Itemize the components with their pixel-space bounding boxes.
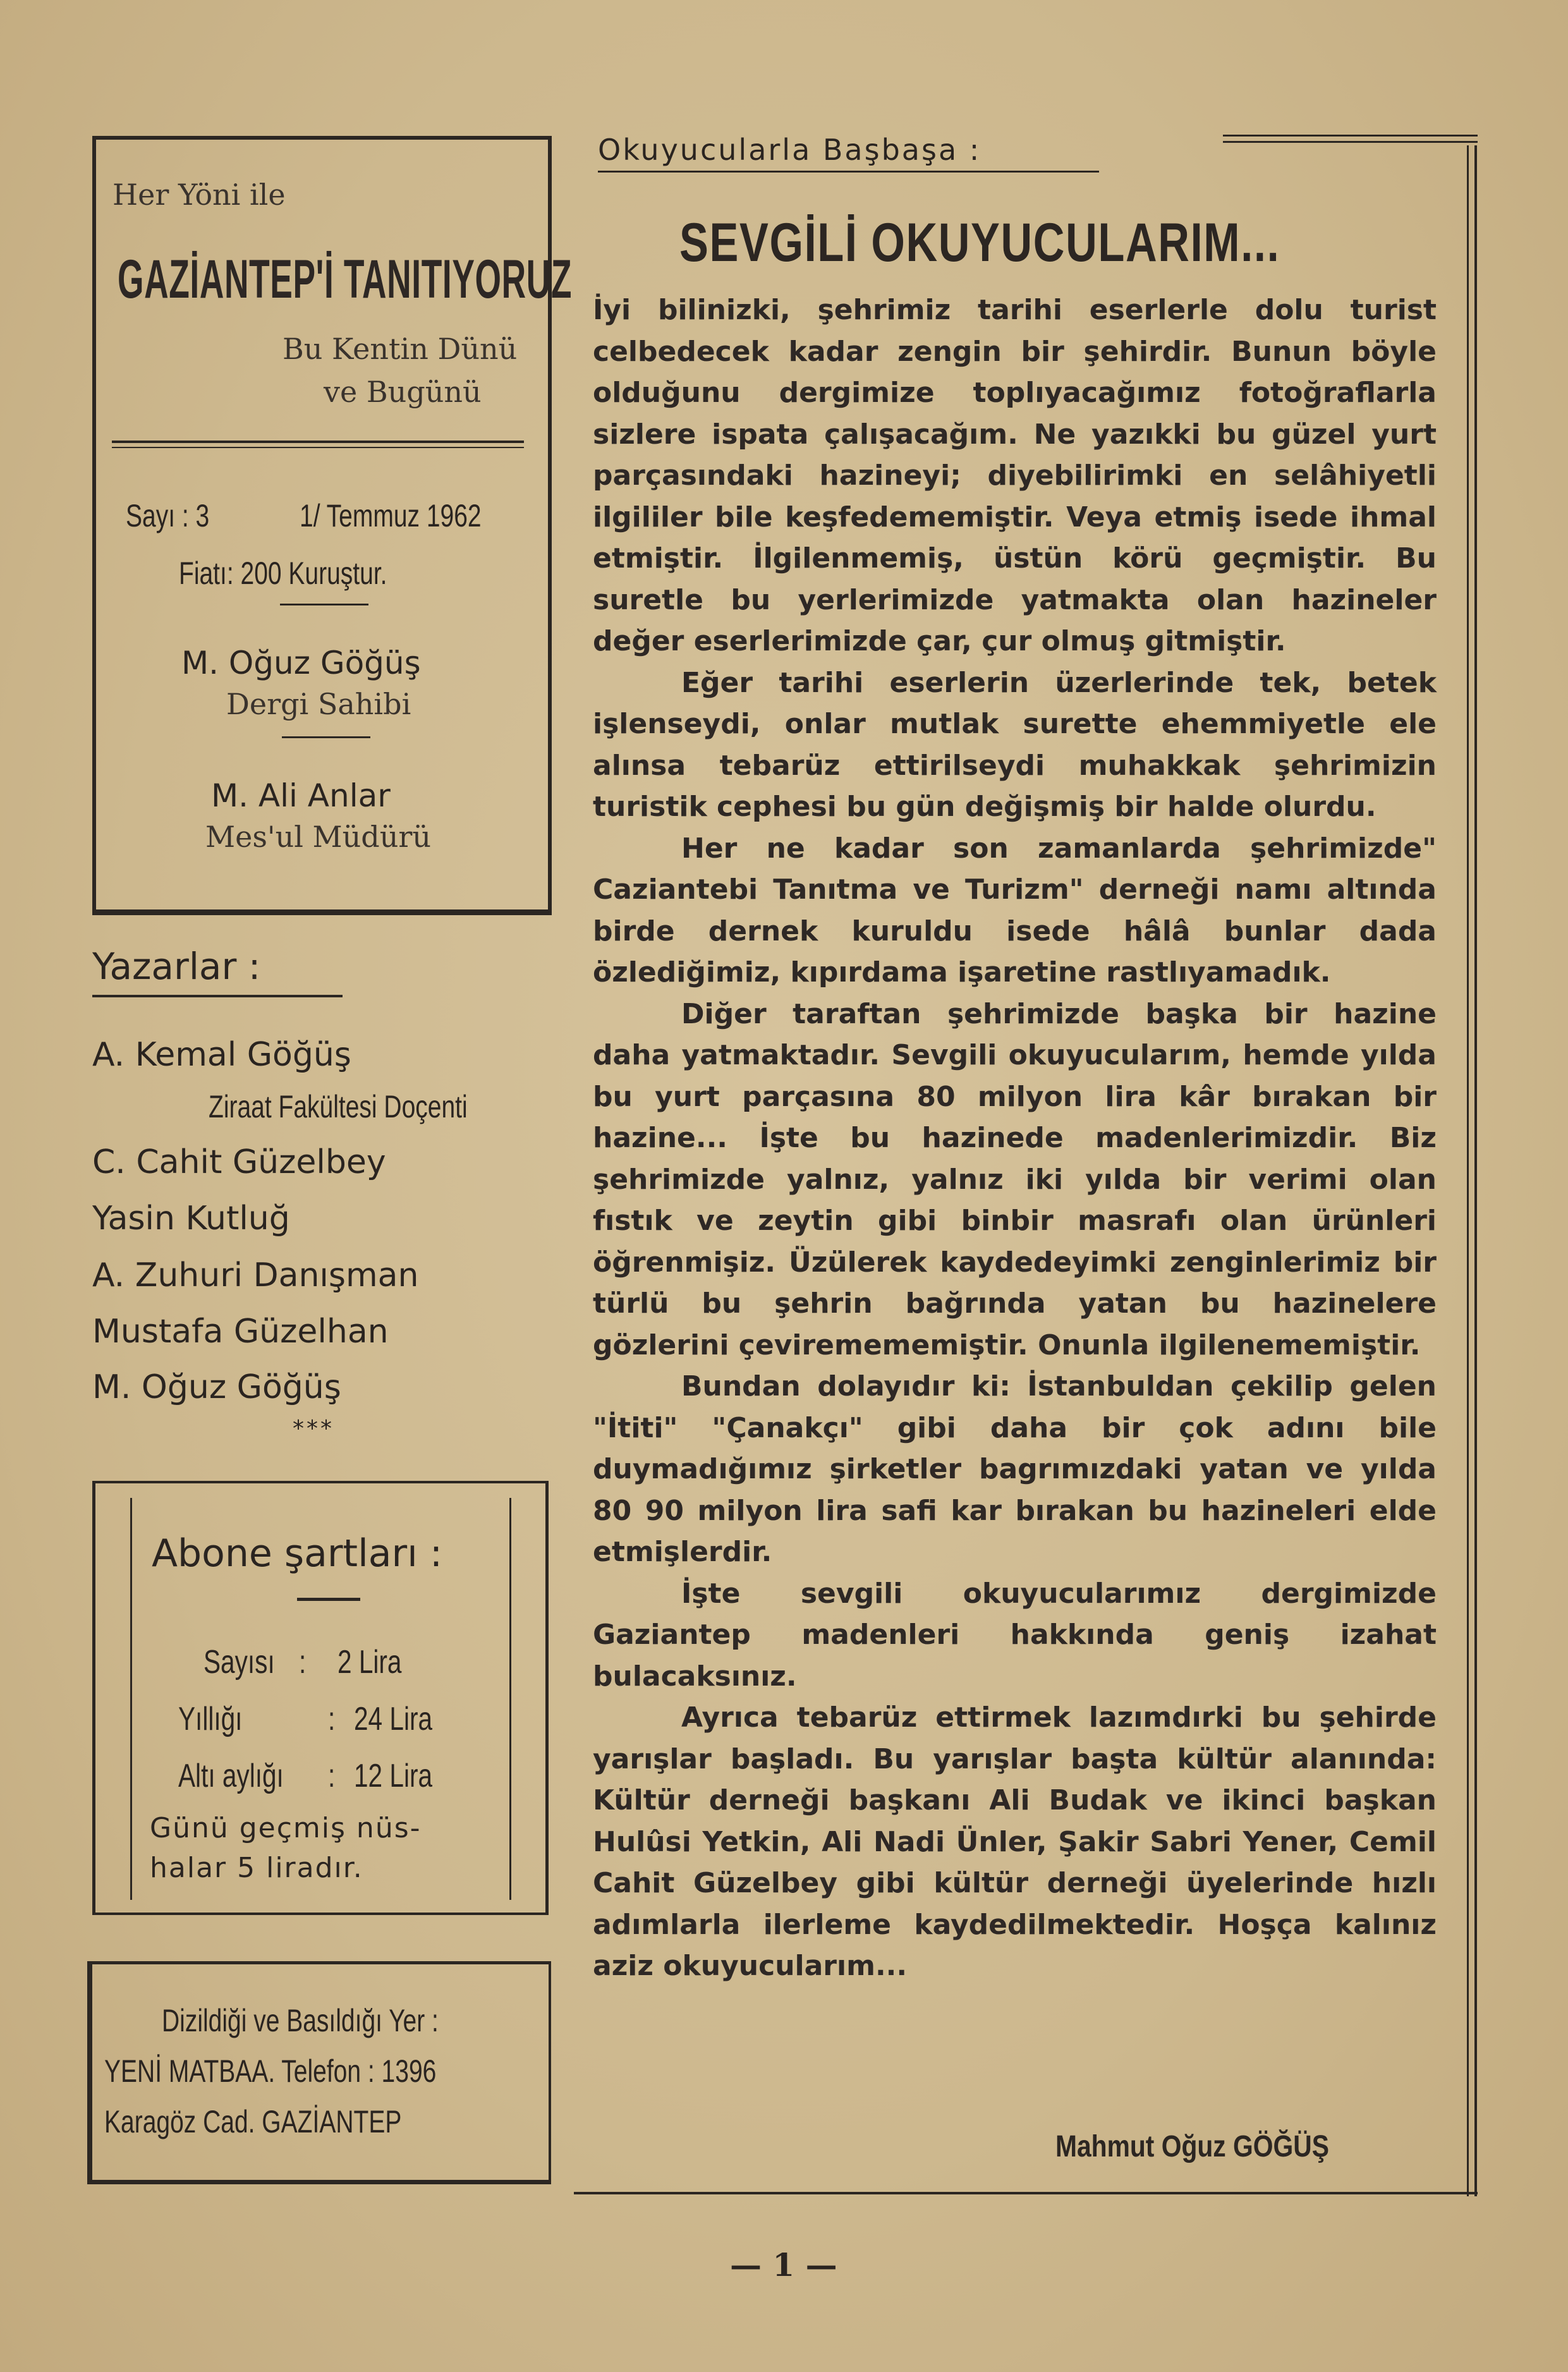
author-item: A. Zuhuri Danışman bbox=[92, 1256, 419, 1294]
subscription-inner-left-rule bbox=[130, 1498, 132, 1900]
article-paragraph: Ayrıca tebarüz ettirmek lazımdırki bu şehirde yarışlar başladı. Bu yarışlar başta kültür alanında: Kültür derneği başkanı Ali Budak ve ikinci başkan Hulûsi Yetkin, Ali Nadi Ünler, Şakir Sabri Yener, Cemil Cahit Güzelbey gibi kültür derneği üyelerinde hızlı adımlarla ilerleme kaydedilmektedir. Hoşça kalınız aziz okuyucularım... bbox=[593, 1701, 1437, 1982]
subscription-label: Yıllığı bbox=[178, 1701, 243, 1737]
subscription-heading: Abone şartları : bbox=[152, 1531, 443, 1576]
owner-role: Dergi Sahibi bbox=[226, 687, 411, 721]
director-name: M. Ali Anlar bbox=[211, 777, 391, 814]
frame-top-rule-2 bbox=[1223, 141, 1478, 143]
masthead-subtitle-2: ve Bugünü bbox=[324, 375, 482, 409]
subscription-right-rule bbox=[545, 1481, 549, 1915]
article-paragraph: Her ne kadar son zamanlarda şehrimizde" Caziantebi Tanıtma ve Turizm" derneği namı altında birde dernek kuruldu isede hâlâ bunlar dada özlediğimiz, kıpırdama işaretine rastlıyamadık. bbox=[593, 832, 1437, 988]
author-item: M. Oğuz Göğüş bbox=[92, 1368, 341, 1406]
frame-right-rule bbox=[1467, 145, 1469, 2196]
subscription-note-2: halar 5 liradır. bbox=[150, 1852, 363, 1884]
author-item: Mustafa Güzelhan bbox=[92, 1313, 389, 1351]
article-paragraph: İyi bilinizki, şehrimiz tarihi eserlerle dolu turist celbedecek kadar zengin bir şehirdir. Bunun böyle olduğunu dergimize toplıyacağımız fotoğraflarla sizlere ispata çalışacağım. Ne yazıkki bu güzel yurt parçasındaki hazineyi; diyebilirimki en selâhiyetli ilgililer bile keşfedememiştir. Veya etmiş isede ihmal etmiştir. İlgilenmemiş, üstün körü geçmiştir. Bu suretle bu yerlerimizde yatmakta olan hazineler değer eserlerimizde çar, çur olmuş gitmiştir. bbox=[593, 294, 1437, 657]
author-item: Yasin Kutluğ bbox=[92, 1200, 290, 1238]
subscription-note-1: Günü geçmiş nüs- bbox=[150, 1812, 422, 1844]
masthead-divider bbox=[112, 441, 524, 443]
subscription-sep: : bbox=[328, 1758, 336, 1794]
author-item: C. Cahit Güzelbey bbox=[92, 1143, 386, 1181]
frame-top-rule bbox=[1223, 135, 1478, 137]
owner-name: M. Oğuz Göğüş bbox=[181, 645, 421, 681]
subscription-bottom-rule bbox=[92, 1913, 549, 1915]
frame-right-rule-2 bbox=[1474, 145, 1477, 2196]
director-role: Mes'ul Müdürü bbox=[205, 820, 431, 854]
price-rule bbox=[280, 604, 368, 605]
article-signature: Mahmut Oğuz GÖĞÜŞ bbox=[1055, 2130, 1329, 2163]
subscription-inner-right-rule bbox=[509, 1498, 511, 1900]
authors-stars: *** bbox=[293, 1416, 334, 1442]
article-headline: SEVGİLİ OKUYUCULARIM... bbox=[679, 212, 1280, 273]
subscription-sep: : bbox=[328, 1701, 336, 1737]
section-label: Okuyucularla Başbaşa : bbox=[598, 133, 982, 167]
issue-date: 1/ Temmuz 1962 bbox=[300, 498, 482, 533]
masthead-subtitle-1: Bu Kentin Dünü bbox=[283, 332, 518, 366]
subscription-sep: : bbox=[299, 1644, 307, 1681]
subscription-value: 12 Lira bbox=[354, 1758, 433, 1794]
printer-line-1: Dizildiği ve Basıldığı Yer : bbox=[162, 2003, 439, 2038]
subscription-value: 24 Lira bbox=[354, 1701, 433, 1737]
frame-bottom-rule bbox=[574, 2192, 1478, 2194]
article-body bbox=[593, 289, 1437, 1987]
author-item: A. Kemal Göğüş bbox=[92, 1036, 351, 1074]
printer-line-3: Karagöz Cad. GAZİANTEP bbox=[104, 2104, 402, 2139]
printer-line-2: YENİ MATBAA. Telefon : 1396 bbox=[104, 2053, 437, 2089]
issue-price: Fiatı: 200 Kuruştur. bbox=[179, 556, 387, 591]
subscription-top-rule bbox=[92, 1481, 549, 1483]
author-affiliation: Ziraat Fakültesi Doçenti bbox=[209, 1089, 468, 1124]
article-paragraph: Eğer tarihi eserlerin üzerlerinde tek, betek işlenseydi, onlar mutlak surette ehemmiyetle ele alınsa tebarüz ettirilseydi muhakkak şehrimizin turistik cephesi bu gün değişmiş bir halde olurdu. bbox=[593, 666, 1437, 823]
owner-rule bbox=[282, 736, 370, 738]
article-paragraph: İşte sevgili okuyucularımız dergimizde Gaziantep madenleri hakkında geniş izahat bulacaksınız. bbox=[593, 1577, 1437, 1693]
masthead-intro: Her Yöni ile bbox=[112, 178, 286, 212]
subscription-label: Sayısı bbox=[204, 1644, 275, 1681]
section-label-underline bbox=[598, 171, 1099, 173]
masthead-divider-thin bbox=[112, 447, 524, 448]
masthead-title: GAZİANTEP'İ TANITIYORUZ bbox=[118, 249, 573, 310]
article-paragraph: Diğer taraftan şehrimizde başka bir hazine daha yatmaktadır. Sevgili okuyucularım, hemde yılda bu yurt parçasına 80 milyon lira kâr bırakan bir hazine... İşte bu hazinede madenlerimizdir. Biz şehrimizde yalnız, yalnız iki yılda bir verimi olan fıstık ve zeytin gibi binbir masrafı olan ürünleri öğrenmişiz. Üzülerek kaydedeyimki zenginlerimiz bir türlü bu şehrin bağrında yatan bu hazinelere gözlerini çeviremememiştir. Onunla ilgilenememiştir. bbox=[593, 997, 1437, 1361]
authors-heading-underline bbox=[92, 995, 343, 997]
authors-heading: Yazarlar : bbox=[92, 945, 261, 988]
subscription-left-rule bbox=[92, 1481, 95, 1915]
issue-number: Sayı : 3 bbox=[126, 498, 210, 533]
article-paragraph: Bundan dolayıdır ki: İstanbuldan çekilip gelen "İtiti" "Çanakçı" gibi daha bir çok adını bile duymadığımız şirketler bagrımızdaki yatan ve yılda 80 90 milyon lira safi kar bırakan bu hazineleri elde etmişlerdir. bbox=[593, 1370, 1437, 1568]
subscription-heading-rule bbox=[297, 1598, 360, 1601]
subscription-value: 2 Lira bbox=[337, 1644, 402, 1681]
subscription-label: Altı aylığı bbox=[178, 1758, 284, 1794]
page-number: — 1 — bbox=[730, 2246, 837, 2284]
